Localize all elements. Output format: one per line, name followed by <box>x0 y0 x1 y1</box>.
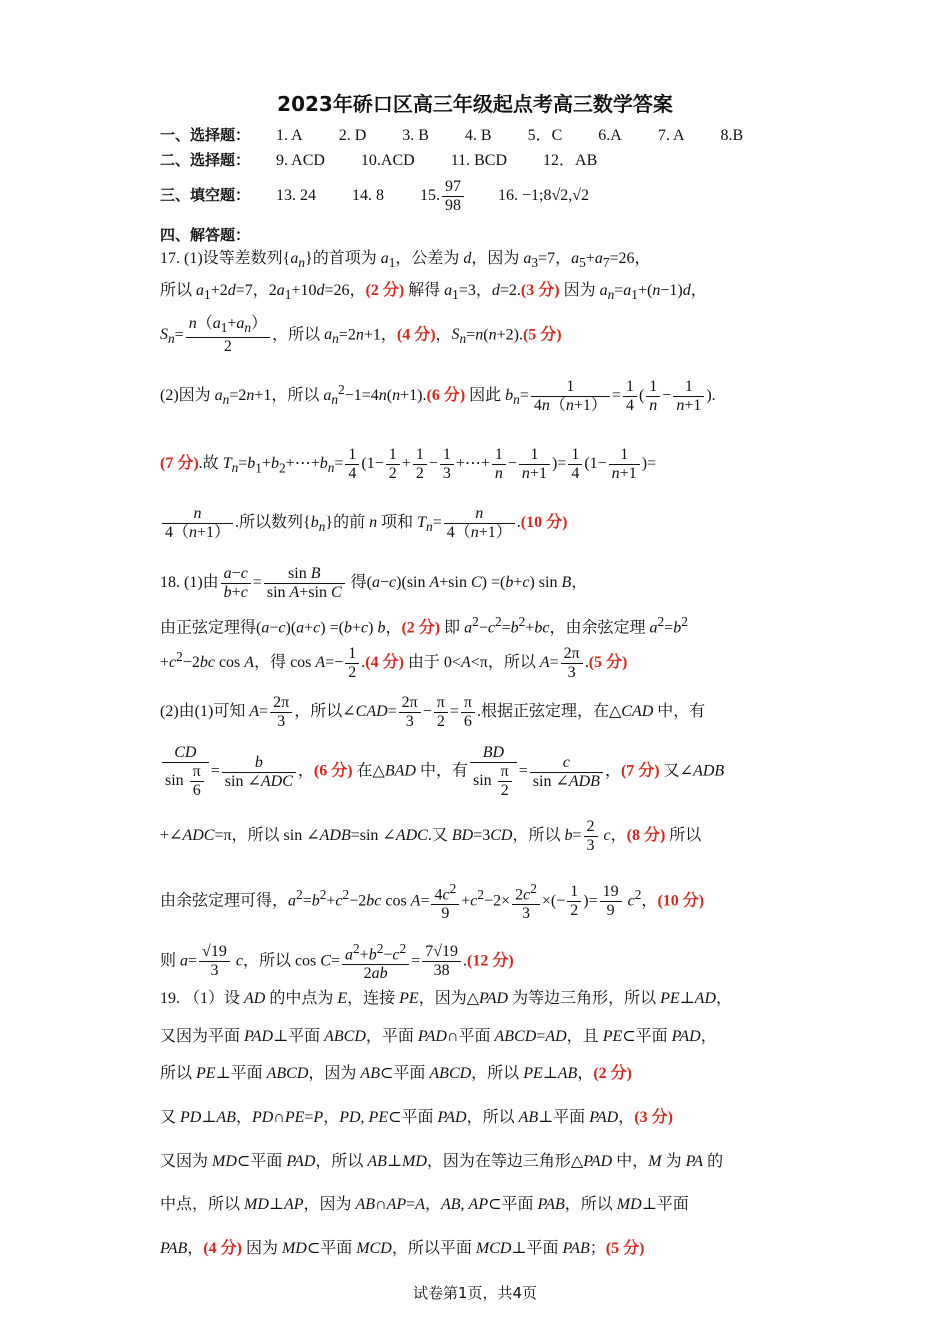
choice-answers-2: 二、选择题： 9. ACD 10.ACD 11. BCD 12．AB <box>160 151 598 169</box>
section-4-heading: 四、解答题： <box>160 226 251 244</box>
p18-line3: $+c^2-2bc$ cos A，得 cos A=− $\frac{1}{2}$ .(4 分) 由于 0<A<π，所以 A= $\frac{2\pi}{3}$ .(5 分) <box>160 645 628 681</box>
p18-line2: 由正弦定理得(a−c)(a+c) =(b+c) b，(2 分) 即 $a^2-c^2=b^2+bc$，由余弦定理 $a^2=b^2$ <box>160 614 688 637</box>
p19-line6: 中点，所以 MD⊥AP，因为 AB∩AP=A，AB, AP⊂平面 PAB，所以 MD⊥平面 <box>160 1196 689 1213</box>
choice-answers-1: 一、选择题： 1. A 2. D 3. B 4. B 5．C 6.A 7. A 8.B <box>160 126 744 144</box>
page-title: 2023年硚口区高三年级起点考高三数学答案 <box>277 92 673 116</box>
p18-line8: 则 a= $\frac{√19}{3}$ c，所以 cos C= $\frac{a^2+b^2-c^2}{2ab}$ = $\frac{7√19}{38}$ .(12 分) <box>160 941 514 983</box>
p18-line1: 18. (1)由 $\frac{a-c}{b+c}$ = $\frac{\text{sin B}}{\text{sin A+sin C}}$ 得(a−c)(sin A+sin C) =(b+c) sin B， <box>160 565 588 601</box>
p19-line3: 所以 PE⊥平面 ABCD，因为 AB⊂平面 ABCD，所以 PE⊥AB，(2 分) <box>160 1065 633 1082</box>
p17-line3: $S_n=$ $\frac{n(a_1+a_n)}{2}$ ，所以 $a_n=2n+1$，(4 分)，$S_n=n(n+2).(5$ 分) <box>160 315 562 356</box>
p18-line4: (2)由(1)可知 A= $\frac{2\pi}{3}$ ，所以∠CAD= $\frac{2\pi}{3}$ − $\frac{\pi}{2}$ = $\frac{\pi}{6}$ .根据正弦定理，在△CAD 中，有 <box>160 694 706 730</box>
fill-answers: 三、填空题： 13. 24 14. 8 15. $\frac{97}{98}$ 16. −1;8√2,√2 <box>160 178 590 214</box>
p18-line5: CD sin $\frac{\pi}{6}$ = $\frac{b}{\text{sin ∠ADC}}$ ，(6 分) 在△BAD 中，有 BD sin $\frac{\pi}{2}$ = $\frac{c}{\text{sin ∠ADB}}$ ，(7 分) 又∠ADB <box>160 744 724 800</box>
page-footer: 试卷第1页，共4页 <box>412 1284 538 1302</box>
p17-line4: (2)因为 $a_n=2n+1$，所以 $a_n^2-1=4n(n+1).(6$ 分) 因此 $b_n=$ $\frac{1}{4n(n+1)}$ = $\frac{1}{4}$ ( $\frac{1}{n}$ − $\frac{1}{n+1}$ ). <box>160 378 716 414</box>
p17-line1: 17. (1)设等差数列$\{a_n\}$的首项为 $a_1$，公差为 d，因为 $a_3=7$，$a_5+a_7=26$， <box>160 250 651 271</box>
p18-line6: +∠ADC=π，所以 sin ∠ADB=sin ∠ADC.又 BD=3CD，所以 b= $\frac{2}{3}$ c，(8 分) 所以 <box>160 818 702 854</box>
p17-line2: 所以 $a_1+2d=7$，$2a_1+10d=26$，(2 分) 解得 $a_1=3$，d=2.(3 分) 因为 $a_n=a_1+(n-1)d$， <box>160 282 707 303</box>
p19-line2: 又因为平面 PAD⊥平面 ABCD，平面 PAD∩平面 ABCD=AD，且 PE⊂平面 PAD， <box>160 1028 717 1045</box>
p19-line4: 又 PD⊥AB，PD∩PE=P，PD, PE⊂平面 PAD，所以 AB⊥平面 PAD，(3 分) <box>160 1109 673 1126</box>
p17-line5: (7 分).故 $T_n=b_1+b_2+\cdots+b_n=$ $\frac{1}{4}$ (1− $\frac{1}{2}$ + $\frac{1}{2}$ − $\frac{1}{3}$ +⋯+ $\frac{1}{n}$ − $\frac{1}{n+1}$ )= $\frac{1}{4}$ (1− $\frac{1}{n+1}$ )= <box>160 446 657 482</box>
p17-line6: $\frac{n}{4(n+1)}$ .所以数列$\{b_n\}$的前 n 项和 $T_n=$ $\frac{n}{4(n+1)}$ .(10 分) <box>160 505 567 542</box>
p18-line7: 由余弦定理可得，$a^2=b^2+c^2-2bc$ cos A= $\frac{4c^2}{9}$ $+c^2-2\times$ $\frac{2c^2}{3}$ ×(− $\frac{1}{2}$ )= $\frac{19}{9}$ $c^2$，(10 分) <box>160 881 705 923</box>
p19-line7: PAB，(4 分) 因为 MD⊂平面 MCD，所以平面 MCD⊥平面 PAB；(5 分) <box>160 1240 645 1257</box>
p19-line1: 19. （1）设 AD 的中点为 E，连接 PE，因为△PAD 为等边三角形，所以 PE⊥AD， <box>160 990 733 1007</box>
p19-line5: 又因为 MD⊂平面 PAD，所以 AB⊥MD，因为在等边三角形△PAD 中，M 为 PA 的 <box>160 1153 724 1170</box>
